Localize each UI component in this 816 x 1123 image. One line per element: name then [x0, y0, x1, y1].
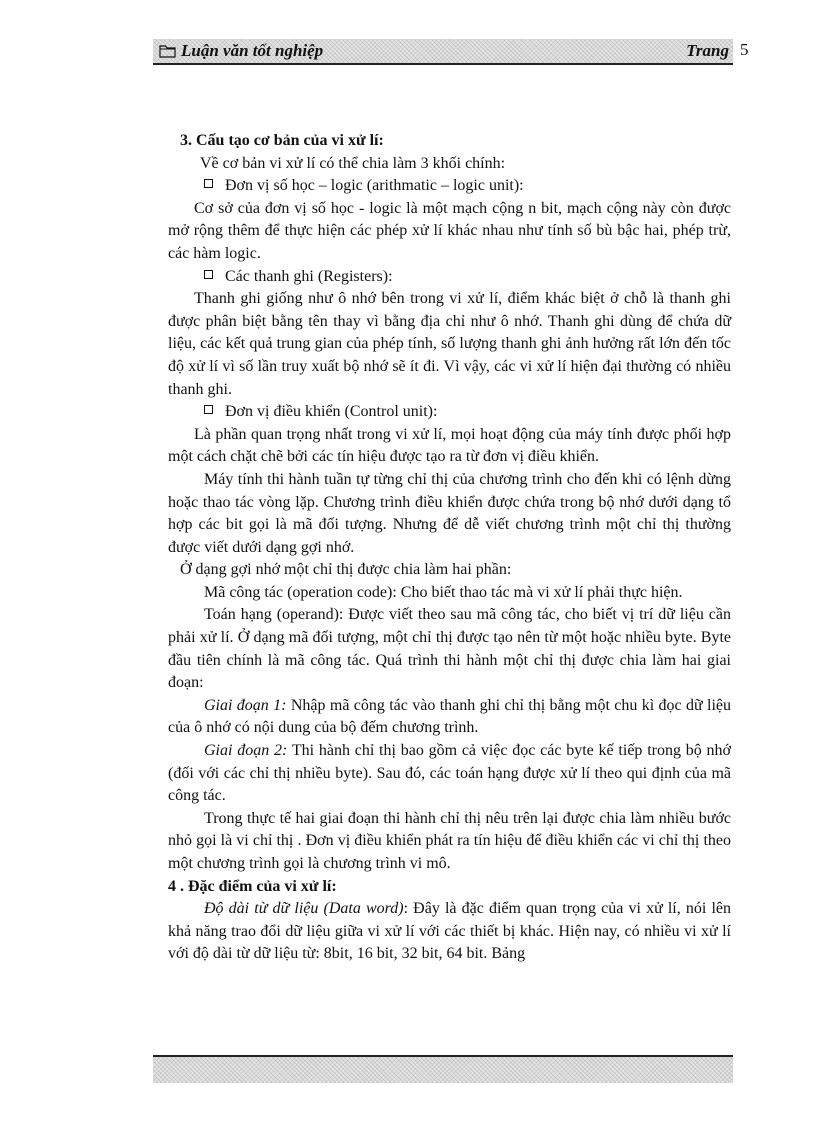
alu-paragraph: Cơ sở của đơn vị số học - logic là một mạch cộng n bit, mạch cộng này còn được mở rộng thêm để thực hiện các phép xử lí khác nhau như tính số bù bậc hai, phép trừ, các hàm logic. — [168, 199, 731, 262]
micro-instruction-paragraph: Trong thực tế hai giai đoạn thi hành chỉ thị nêu trên lại được chia làm nhiều bước nhỏ gọi là vi chỉ thị . Đơn vị điều khiển phát ra tín hiệu để điều khiển các vi chỉ thị theo một chương trình gọi là chương trình vi mô. — [168, 809, 731, 872]
phase-2-paragraph — [168, 740, 731, 808]
data-word-text: : Đây là đặc điểm quan trọng của vi xử lí, nói lên khả năng trao đổi dữ liệu giữa vi xử lí với các thiết bị khác. Hiện nay, có nhiều vi xử lí với độ dài từ dữ liệu từ: 8bit, 16 bit, 32 bit, 64 bit. Bảng — [168, 900, 731, 963]
registers-paragraph: Thanh ghi giống như ô nhớ bên trong vi xử lí, điểm khác biệt ở chỗ là thanh ghi được phân biệt bằng tên thay vì bằng địa chỉ như ô nhớ. Thanh ghi dùng để chứa dữ liệu, các kết quả trung gian của phép tính, số lượng thanh ghi ảnh hưởng rất lớn đến tốc độ xử lí vì số lần truy xuất bộ nhớ sẽ ít đi. Vì vậy, các vi xử lí hiện đại thường có nhiều thanh ghi. — [168, 290, 731, 398]
checkbox-bullet-icon — [204, 405, 213, 414]
checkbox-bullet-icon — [204, 270, 213, 279]
section-3-heading: 3. Cấu tạo cơ bản của vi xử lí: — [180, 132, 384, 149]
bullet-alu — [168, 175, 731, 198]
phase-1-text: Nhập mã công tác vào thanh ghi chỉ thị bằng một chu kì đọc dữ liệu của ô nhớ có nội dung của bộ đếm chương trình. — [168, 696, 731, 737]
phase-1-paragraph — [168, 695, 731, 740]
page-number: 5 — [740, 40, 749, 59]
document-body — [168, 130, 731, 966]
data-word-paragraph — [168, 898, 731, 966]
phase-1-label: Giai đoạn 1: — [204, 696, 287, 714]
page-footer — [153, 1055, 733, 1083]
header-left — [159, 41, 323, 61]
bullet-control-unit-label: Đơn vị điều khiển (Control unit): — [225, 403, 438, 421]
folder-icon — [159, 44, 177, 58]
data-word-label: Độ dài từ dữ liệu (Data word) — [204, 900, 404, 918]
opcode-paragraph: Mã công tác (operation code): Cho biết thao tác mà vi xử lí phải thực hiện. — [204, 583, 683, 601]
bullet-registers — [168, 266, 731, 289]
header-title: Luận văn tốt nghiệp — [181, 41, 324, 60]
bullet-control-unit — [168, 401, 731, 424]
section-3-intro: Về cơ bản vi xử lí có thể chia làm 3 khối chính: — [200, 154, 506, 172]
mnemonic-paragraph: Ở dạng gợi nhớ một chỉ thị được chia làm hai phần: — [180, 561, 512, 579]
phase-2-text: Thi hành chỉ thị bao gồm cả việc đọc các byte kế tiếp trong bộ nhớ (đối với các chỉ thị nhiều byte). Sau đó, các toán hạng được xử lí theo qui định của mã công tác. — [168, 742, 731, 805]
header-page-label: Trang — [686, 41, 729, 60]
operand-paragraph: Toán hạng (operand): Được viết theo sau mã công tác, cho biết vị trí dữ liệu cần phải xử lí. Ở dạng mã đối tượng, một chỉ thị được tạo nên từ một hoặc nhiều byte. Byte đầu tiên chính là mã công tác. Quá trình thi hành một chỉ thị được chia làm hai giai đoạn: — [168, 606, 731, 692]
section-4-heading: 4 . Đặc điểm của vi xử lí: — [168, 877, 337, 895]
control-unit-paragraph: Là phần quan trọng nhất trong vi xử lí, mọi hoạt động của máy tính được phối hợp một cách chặt chẽ bởi các tín hiệu được tạo ra từ đơn vị điều khiển. — [168, 425, 731, 466]
control-unit-paragraph-2: Máy tính thi hành tuần tự từng chỉ thị của chương trình cho đến khi có lệnh dừng hoặc thao tác vòng lặp. Chương trình điều khiển được chứa trong bộ nhớ dưới dạng tổ hợp các bit gọi là mã đối tượng. Nhưng để dễ viết chương trình một chỉ thị thường được viết dưới dạng gợi nhớ. — [168, 470, 731, 556]
bullet-alu-label: Đơn vị số học – logic (arithmatic – logic unit): — [225, 177, 524, 195]
checkbox-bullet-icon — [204, 179, 213, 188]
phase-2-label: Giai đoạn 2: — [204, 742, 288, 760]
page-header — [153, 39, 733, 65]
bullet-registers-label: Các thanh ghi (Registers): — [225, 267, 393, 285]
